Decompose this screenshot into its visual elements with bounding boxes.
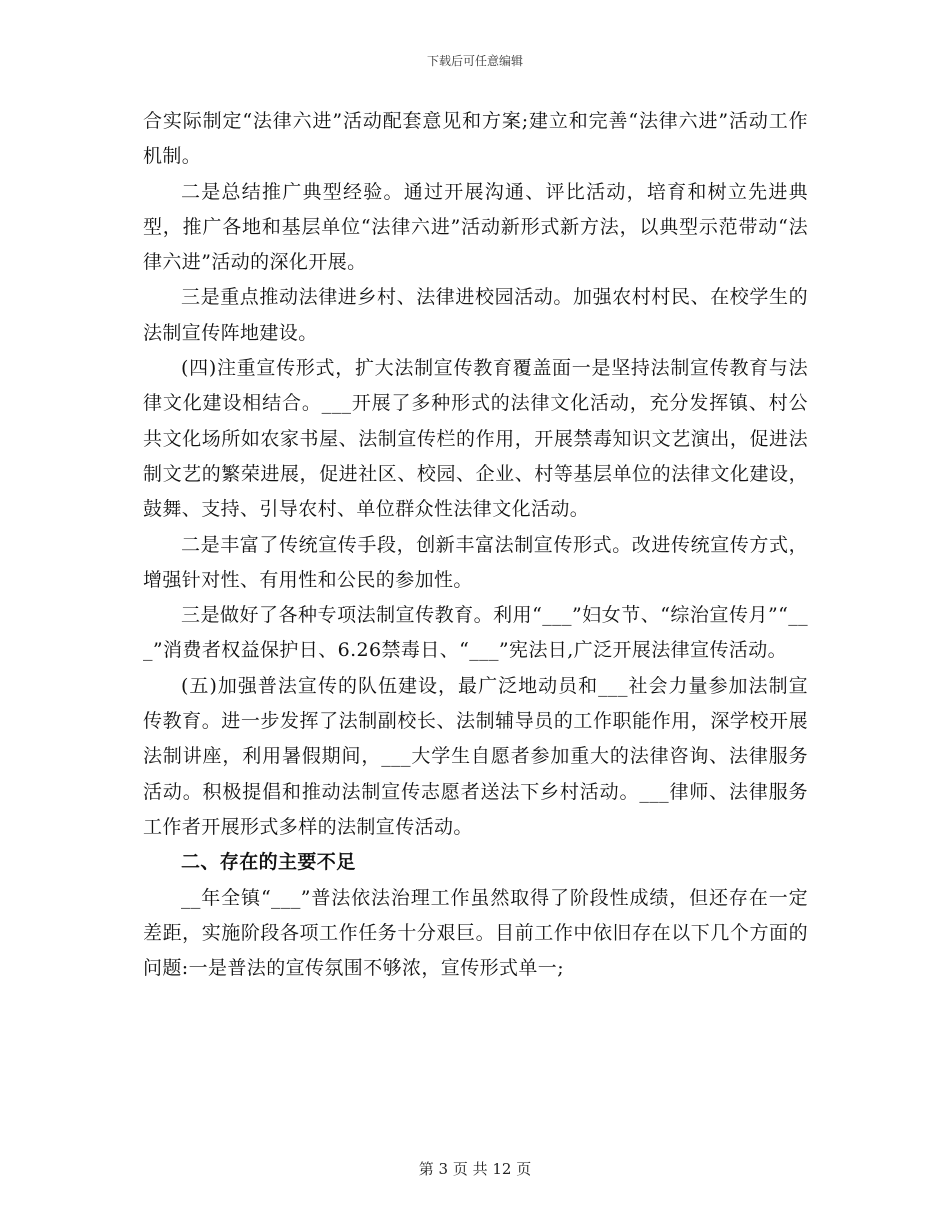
paragraph-3: 三是重点推动法律进乡村、法律进校园活动。加强农村村民、在校学生的法制宣传阵地建设。 xyxy=(143,286,808,344)
document-body xyxy=(143,104,808,986)
page-header: 下载后可任意编辑 xyxy=(426,54,523,68)
paragraph-4: (四)注重宣传形式，扩大法制宣传教育覆盖面一是坚持法制宣传教育与法律文化建设相结合。___开展了多种形式的法律文化活动，充分发挥镇、村公共文化场所如农家书屋、法制宣传栏的作用，开展禁毒知识文艺演出，促进法制文艺的繁荣进展，促进社区、校园、企业、村等基层单位的法律文化建设，鼓舞、支持、引导农村、单位群众性法律文化活动。 xyxy=(143,357,808,521)
paragraph-6: 三是做好了各种专项法制宣传教育。利用“___”妇女节、“综治宣传月”“___”消费者权益保护日、6.26禁毒日、“___”宪法日,广泛开展法律宣传活动。 xyxy=(143,604,808,662)
paragraph-2: 二是总结推广典型经验。通过开展沟通、评比活动，培育和树立先进典型，推广各地和基层单位“法律六进”活动新形式新方法，以典型示范带动“法律六进”活动的深化开展。 xyxy=(143,180,808,274)
paragraph-8: __年全镇“___”普法依法治理工作虽然取得了阶段性成绩，但还存在一定差距，实施阶段各项工作任务十分艰巨。目前工作中依旧存在以下几个方面的问题:一是普法的宣传氛围不够浓，宣传形式单一; xyxy=(143,886,808,980)
paragraph-7: (五)加强普法宣传的队伍建设，最广泛地动员和___社会力量参加法制宣传教育。进一步发挥了法制副校长、法制辅导员的工作职能作用，深学校开展法制讲座，利用暑假期间，___大学生自愿者参加重大的法律咨询、法律服务活动。积极提倡和推动法制宣传志愿者送法下乡村活动。___律师、法律服务工作者开展形式多样的法制宣传活动。 xyxy=(143,674,808,838)
paragraph-1: 合实际制定“法律六进”活动配套意见和方案;建立和完善“法律六进”活动工作机制。 xyxy=(143,110,808,168)
page-footer: 第 3 页 共 12 页 xyxy=(418,1160,532,1178)
paragraph-5: 二是丰富了传统宣传手段，创新丰富法制宣传形式。改进传统宣传方式，增强针对性、有用性和公民的参加性。 xyxy=(143,533,808,591)
section-heading: 二、存在的主要不足 xyxy=(181,851,356,874)
